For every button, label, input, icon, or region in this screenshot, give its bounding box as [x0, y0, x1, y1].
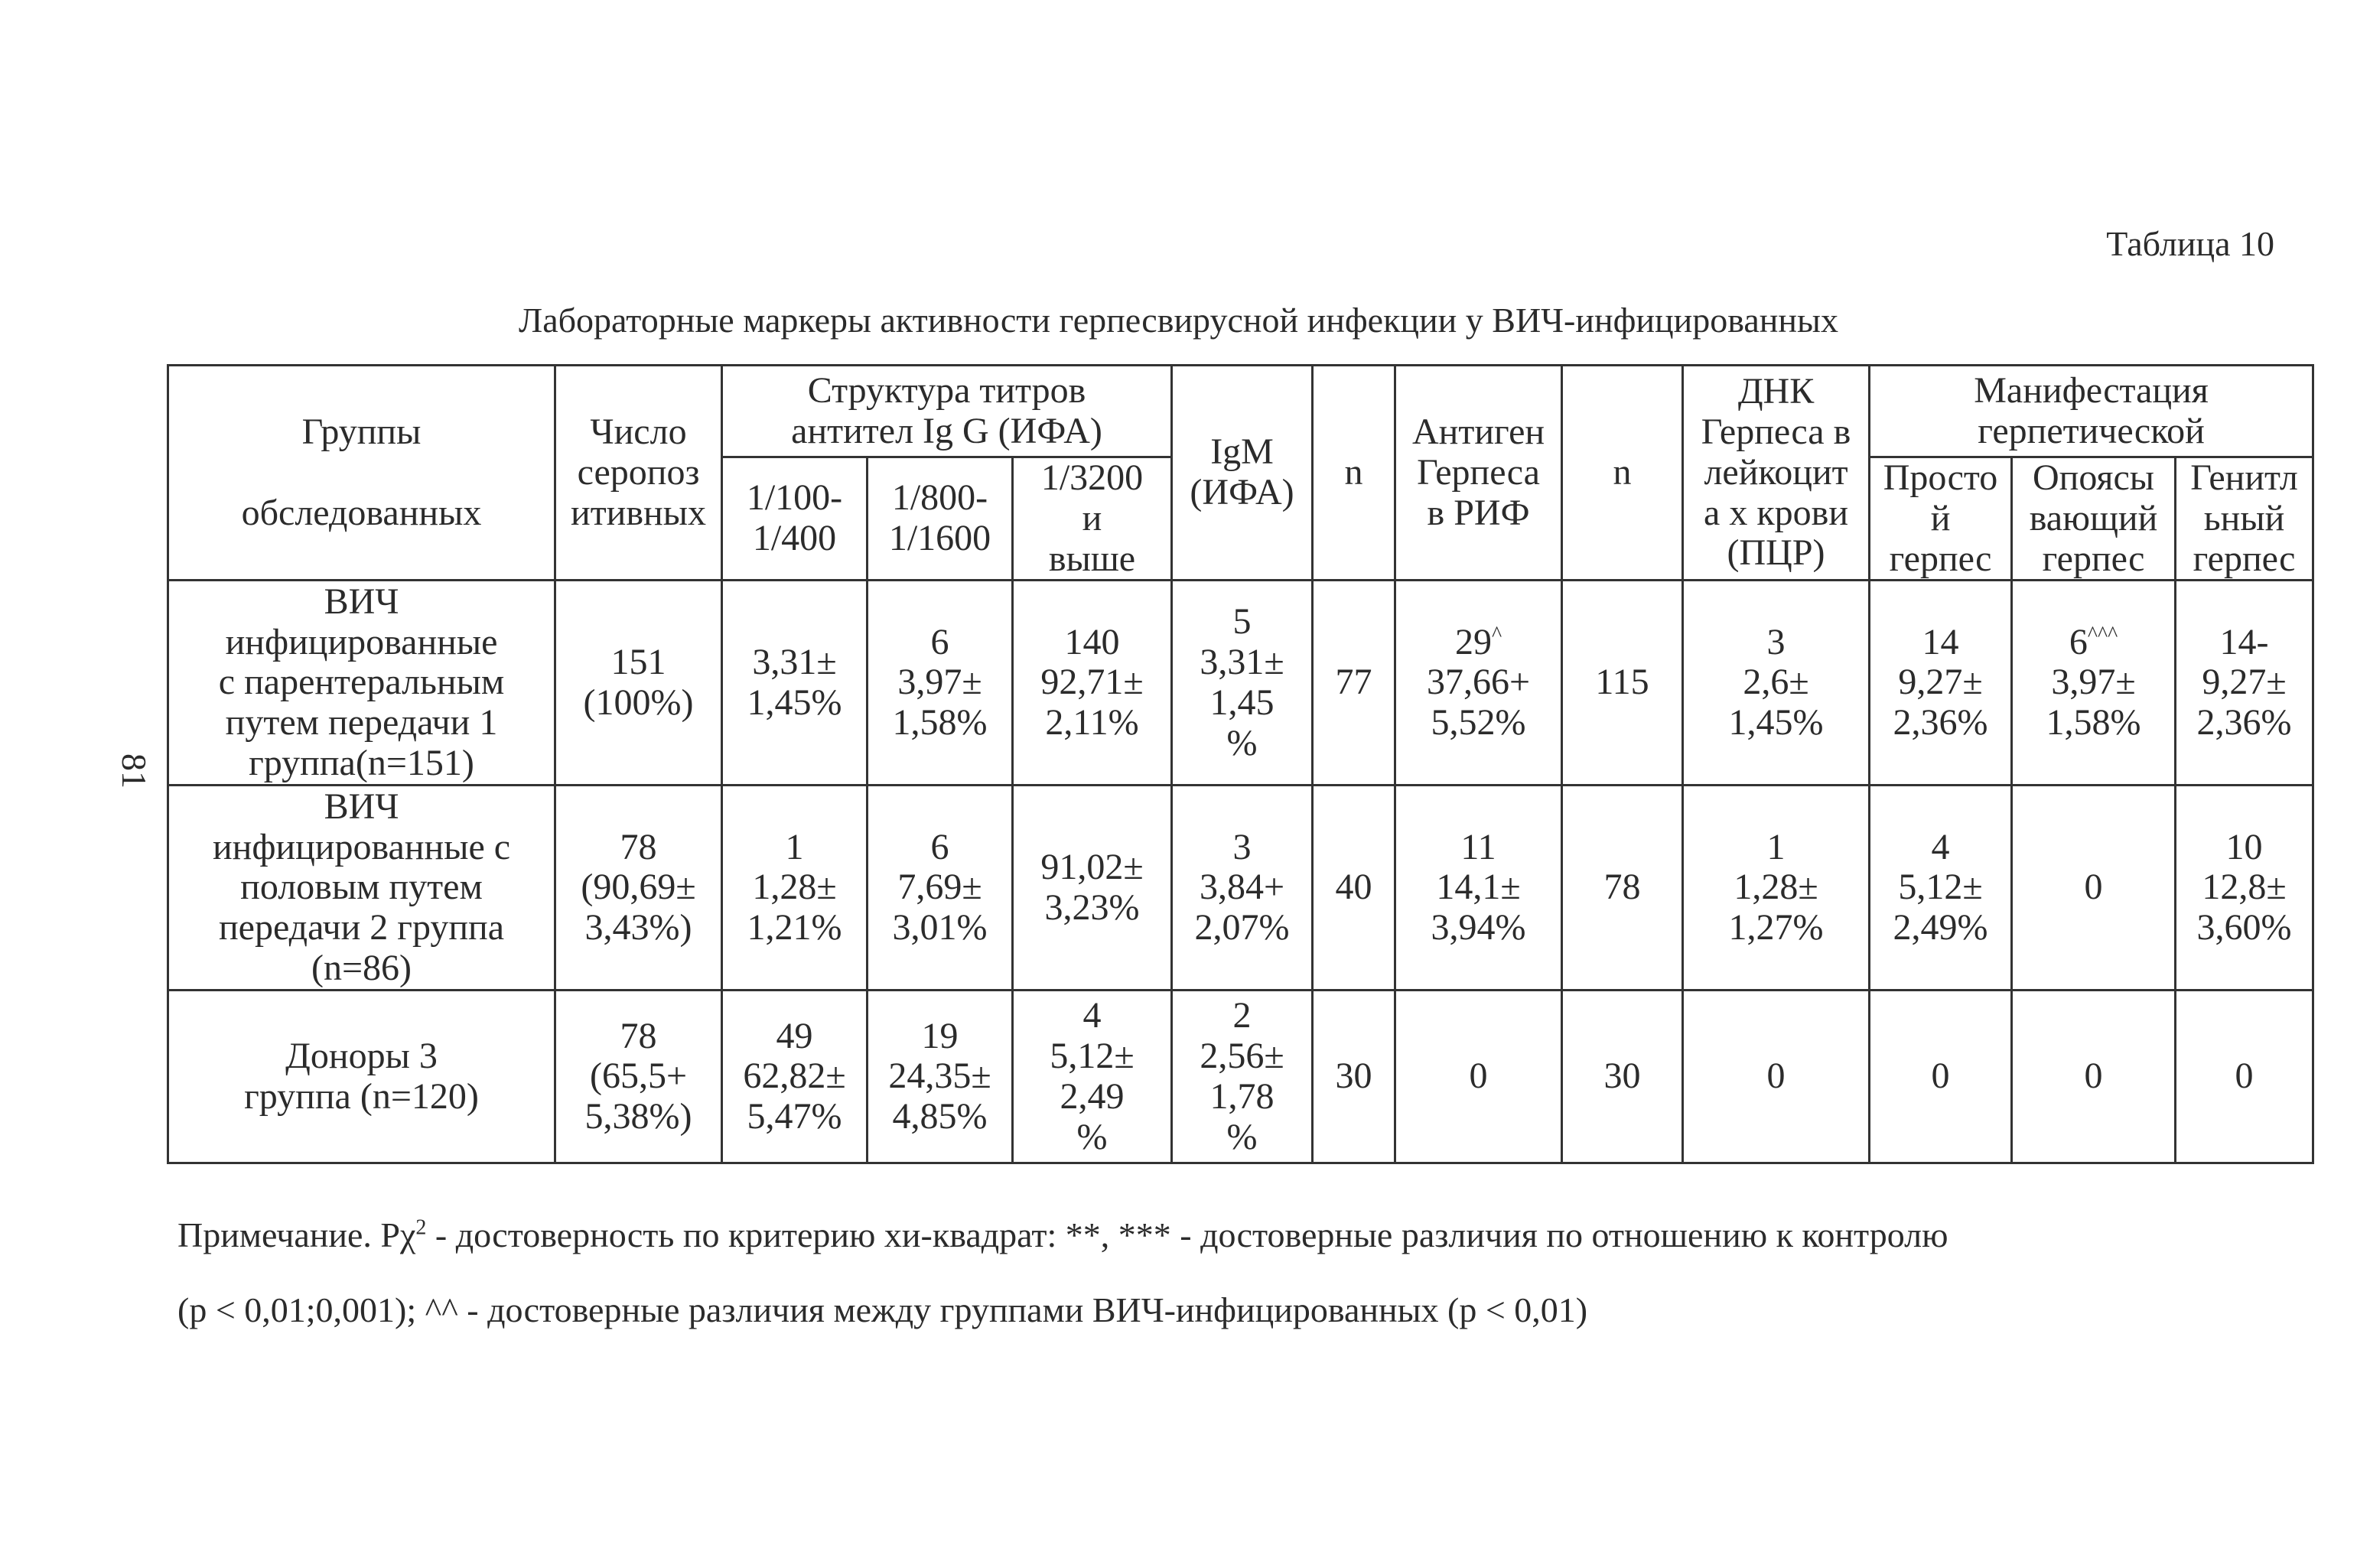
header-titer-2: 1/800- 1/1600 [868, 457, 1013, 581]
cell-titer-3: 4 5,12± 2,49 % [1013, 991, 1172, 1163]
table-row [168, 786, 2313, 991]
cell-titer-2: 6 7,69± 3,01% [868, 786, 1013, 991]
cell-antigen-count: 29 [1454, 621, 1492, 662]
header-simple-herpes: Просто й герпес [1870, 457, 2012, 581]
cell-titer-2: 19 24,35± 4,85% [868, 991, 1013, 1163]
cell-igm: 5 3,31± 1,45 % [1172, 581, 1313, 786]
cell-dna: 1 1,28± 1,27% [1683, 786, 1870, 991]
header-titer-3: 1/3200 и выше [1013, 457, 1172, 581]
header-antigen: Антиген Герпеса в РИФ [1395, 366, 1562, 581]
cell-seropositive: 78 (65,5+ 5,38%) [555, 991, 722, 1163]
cell-n1: 77 [1313, 581, 1395, 786]
header-n2: n [1562, 366, 1683, 581]
cell-n2: 115 [1562, 581, 1683, 786]
cell-zoster-mark: ^^^ [2087, 622, 2118, 646]
table-caption: Лабораторные маркеры активности герпесвирусной инфекции у ВИЧ-инфицированных [519, 301, 1838, 340]
table-row [168, 991, 2313, 1163]
header-zoster: Опоясы вающий герпес [2012, 457, 2176, 581]
cell-antigen-value: 37,66+ 5,52% [1426, 662, 1531, 743]
header-titers: Структура титров антител Ig G (ИФА) [722, 366, 1172, 457]
cell-dna: 0 [1683, 991, 1870, 1163]
cell-simple-herpes: 0 [1870, 991, 2012, 1163]
header-manifestation: Манифестация герпетической [1870, 366, 2313, 457]
note-suffix: - достоверность по критерию хи-квадрат: **, *** - достоверные различия по отношению к контролю [426, 1215, 1948, 1254]
cell-igm: 2 2,56± 1,78 % [1172, 991, 1313, 1163]
cell-simple-herpes: 14 9,27± 2,36% [1870, 581, 2012, 786]
cell-seropositive: 78 (90,69± 3,43%) [555, 786, 722, 991]
cell-zoster: 0 [2012, 786, 2176, 991]
cell-zoster: 0 [2012, 991, 2176, 1163]
table-note-line-1 [177, 1215, 2304, 1254]
cell-antigen [1395, 581, 1562, 786]
table-number-label: Таблица 10 [2106, 224, 2274, 263]
header-igm: IgM (ИФА) [1172, 366, 1313, 581]
table-row [168, 581, 2313, 786]
cell-titer-3: 140 92,71± 2,11% [1013, 581, 1172, 786]
cell-igm: 3 3,84+ 2,07% [1172, 786, 1313, 991]
cell-titer-2: 6 3,97± 1,58% [868, 581, 1013, 786]
header-seropositive: Число серопоз итивных [555, 366, 722, 581]
cell-n1: 30 [1313, 991, 1395, 1163]
note-superscript: 2 [415, 1215, 427, 1240]
page-number: 81 [115, 753, 154, 789]
header-row-1 [168, 366, 2313, 457]
cell-zoster [2012, 581, 2176, 786]
cell-group: Доноры 3 группа (n=120) [168, 991, 555, 1163]
cell-titer-1: 49 62,82± 5,47% [722, 991, 868, 1163]
header-titer-1: 1/100- 1/400 [722, 457, 868, 581]
cell-antigen: 11 14,1± 3,94% [1395, 786, 1562, 991]
header-n1: n [1313, 366, 1395, 581]
herpes-markers-table [167, 364, 2314, 1164]
table-note-line-2: (р < 0,01;0,001); ^^ - достоверные различия между группами ВИЧ-инфицированных (р < 0,01) [177, 1290, 1588, 1329]
cell-n2: 30 [1562, 991, 1683, 1163]
cell-group: ВИЧ инфицированные с половым путем передачи 2 группа (n=86) [168, 786, 555, 991]
cell-antigen-mark: ^ [1491, 622, 1502, 646]
cell-simple-herpes: 4 5,12± 2,49% [1870, 786, 2012, 991]
cell-genital-herpes: 10 12,8± 3,60% [2176, 786, 2313, 991]
cell-titer-1: 1 1,28± 1,21% [722, 786, 868, 991]
note-prefix: Примечание. Рχ [177, 1215, 416, 1254]
cell-titer-1: 3,31± 1,45% [722, 581, 868, 786]
cell-group: ВИЧ инфицированные с парентеральным путем передачи 1 группа(n=151) [168, 581, 555, 786]
cell-zoster-value: 3,97± 1,58% [2046, 662, 2141, 743]
cell-n2: 78 [1562, 786, 1683, 991]
header-groups: Группы обследованных [168, 366, 555, 581]
cell-antigen: 0 [1395, 991, 1562, 1163]
header-genital-herpes: Генитл ьный герпес [2176, 457, 2313, 581]
cell-titer-3: 91,02± 3,23% [1013, 786, 1172, 991]
cell-dna: 3 2,6± 1,45% [1683, 581, 1870, 786]
cell-genital-herpes: 0 [2176, 991, 2313, 1163]
cell-genital-herpes: 14- 9,27± 2,36% [2176, 581, 2313, 786]
cell-zoster-count: 6 [2069, 621, 2088, 662]
header-dna: ДНК Герпеса в лейкоцит а х крови (ПЦР) [1683, 366, 1870, 581]
cell-n1: 40 [1313, 786, 1395, 991]
cell-seropositive: 151 (100%) [555, 581, 722, 786]
